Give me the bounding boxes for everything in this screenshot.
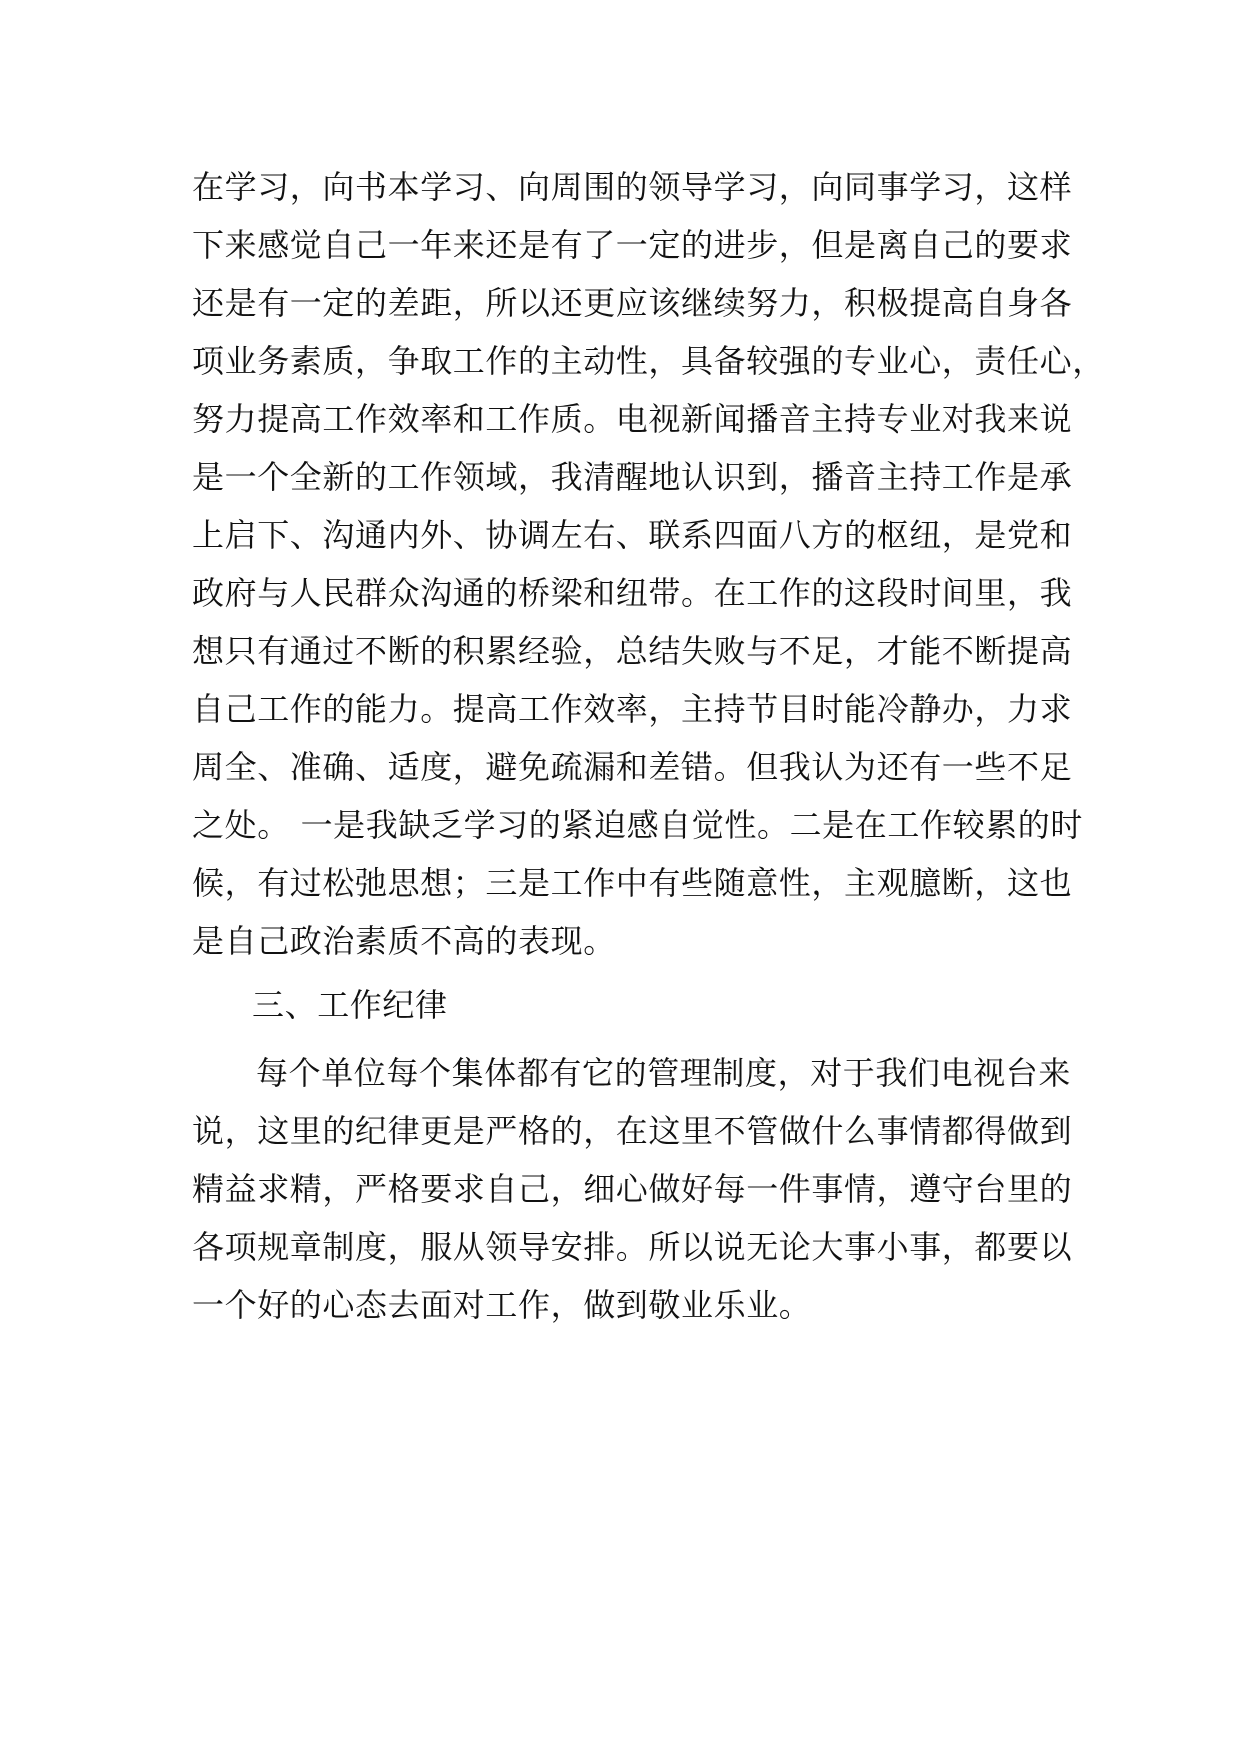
text-line: 努力提高工作效率和工作质。电视新闻播音主持专业对我来说 <box>192 400 1073 438</box>
text-line: 各项规章制度，服从领导安排。所以说无论大事小事，都要以 <box>192 1228 1073 1266</box>
text-line: 在学习，向书本学习、向周围的领导学习，向同事学习，这样 <box>192 168 1073 206</box>
text-line: 政府与人民群众沟通的桥梁和纽带。在工作的这段时间里，我 <box>192 574 1073 612</box>
text-line: 是一个全新的工作领域，我清醒地认识到，播音主持工作是承 <box>192 458 1073 496</box>
text-line: 每个单位每个集体都有它的管理制度，对于我们电视台来 <box>256 1054 1072 1092</box>
paragraph-work-study <box>192 158 1105 970</box>
text-line: 上启下、沟通内外、协调左右、联系四面八方的枢纽，是党和 <box>192 516 1073 554</box>
text-line: 是自己政治素质不高的表现。 <box>192 922 616 960</box>
text-line: 自己工作的能力。提高工作效率，主持节目时能冷静办，力求 <box>192 690 1073 728</box>
text-line: 周全、准确、适度，避免疏漏和差错。但我认为还有一些不足 <box>192 748 1073 786</box>
text-line: 还是有一定的差距，所以还更应该继续努力，积极提高自身各 <box>192 284 1073 322</box>
text-line: 候，有过松弛思想；三是工作中有些随意性，主观臆断，这也 <box>192 864 1073 902</box>
text-line: 一个好的心态去面对工作，做到敬业乐业。 <box>192 1286 812 1324</box>
text-line: 精益求精，严格要求自己，细心做好每一件事情，遵守台里的 <box>192 1170 1073 1208</box>
paragraph-work-discipline <box>192 1044 1073 1334</box>
section-heading: 三、工作纪律 <box>252 986 448 1024</box>
text-line: 想只有通过不断的积累经验，总结失败与不足，才能不断提高 <box>192 632 1073 670</box>
text-line: 之处。 一是我缺乏学习的紧迫感自觉性。二是在工作较累的时 <box>192 806 1083 844</box>
document-body <box>192 158 1105 1334</box>
text-line: 下来感觉自己一年来还是有了一定的进步，但是离自己的要求 <box>192 226 1073 264</box>
text-line: 说，这里的纪律更是严格的，在这里不管做什么事情都得做到 <box>192 1112 1073 1150</box>
text-line: 项业务素质，争取工作的主动性，具备较强的专业心，责任心， <box>192 342 1105 380</box>
